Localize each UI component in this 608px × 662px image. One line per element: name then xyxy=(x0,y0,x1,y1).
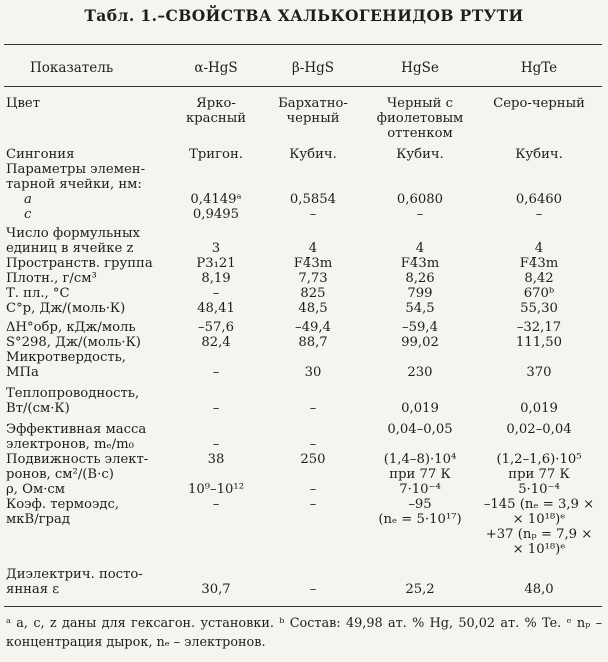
table-row xyxy=(6,192,602,207)
row-label: C°p, Дж/(моль·К) xyxy=(6,301,126,316)
row-value: 48,0 xyxy=(524,582,554,597)
row-label: S°298, Дж/(моль·К) xyxy=(6,335,141,350)
row-value: 10⁹–10¹² xyxy=(187,482,244,497)
table-title: Табл. 1.–СВОЙСТВА ХАЛЬКОГЕНИДОВ РТУТИ xyxy=(84,6,524,25)
table-row xyxy=(6,567,602,597)
row-label: Диэлектрич. посто- янная ε xyxy=(6,567,143,597)
row-value: 55,30 xyxy=(520,301,558,316)
table-row xyxy=(6,452,602,482)
row-label: Параметры элемен- тарной ячейки, нм: xyxy=(6,162,146,192)
row-value: – xyxy=(309,207,317,222)
row-label: Т. пл., °С xyxy=(6,286,70,301)
header-top-rule xyxy=(4,44,602,45)
row-value: Черный с фиолетовым оттенком xyxy=(376,96,464,141)
row-value: Кубич. xyxy=(289,147,337,162)
row-value: 48,41 xyxy=(197,301,235,316)
row-label: Коэф. термоэдс, мкВ/град xyxy=(6,497,120,527)
row-value xyxy=(170,162,262,192)
row-value: 25,2 xyxy=(405,582,435,597)
row-value: –145 (nₑ = 3,9 × × 10¹⁸)ᵉ +37 (nₚ = 7,9 × × 10¹⁸)ᵉ xyxy=(483,497,595,557)
row-value: 7,73 xyxy=(298,271,328,286)
row-label: Плотн., г/см³ xyxy=(6,271,97,286)
row-value: 3 xyxy=(211,241,221,256)
table-row xyxy=(6,286,602,301)
row-value: – xyxy=(309,437,317,452)
row-value: Кубич. xyxy=(515,147,563,162)
table-bottom-rule xyxy=(4,606,602,607)
row-value: –49,4 xyxy=(295,320,331,335)
row-value: F4̄3m xyxy=(293,256,333,271)
table-row xyxy=(6,497,602,567)
row-value: (1,2–1,6)·10⁵ при 77 К xyxy=(496,452,582,482)
row-label: Подвижность элект- ронов, см²/(В·с) xyxy=(6,452,149,482)
row-value: 0,02–0,04 xyxy=(506,422,572,437)
table-row xyxy=(6,422,602,452)
row-value: Кубич. xyxy=(396,147,444,162)
table-row xyxy=(6,482,602,497)
footnote: ᵃ a, c, z даны для гексагон. установки. ᵇ Состав: 49,98 ат. % Hg, 50,02 ат. % Te. ᵉ nₚ – концентрация дырок, nₑ – электронов. xyxy=(6,616,602,650)
table-row xyxy=(6,350,602,386)
row-value: –59,4 xyxy=(402,320,438,335)
row-label: ρ, Ом·см xyxy=(6,482,66,497)
row-value: – xyxy=(309,497,317,512)
row-value: 0,9495 xyxy=(192,207,240,222)
row-value xyxy=(262,162,364,192)
row-value: 99,02 xyxy=(401,335,439,350)
row-value xyxy=(364,162,476,192)
row-value: P3₁21 xyxy=(196,256,236,271)
header-bottom-rule xyxy=(4,86,602,87)
row-value: 30,7 xyxy=(201,582,231,597)
table-row xyxy=(6,320,602,335)
properties-table xyxy=(6,96,602,597)
row-value: 111,50 xyxy=(515,335,563,350)
row-value: 82,4 xyxy=(201,335,231,350)
row-value: –95 (nₑ = 5·10¹⁷) xyxy=(378,497,462,527)
row-value: F4̄3m xyxy=(400,256,440,271)
row-value: 0,4149ᵃ xyxy=(190,192,242,207)
row-value: 4 xyxy=(415,241,425,256)
row-value: 0,019 xyxy=(520,401,558,416)
row-value: 370 xyxy=(526,365,552,380)
row-value: 250 xyxy=(300,452,326,467)
table-row xyxy=(6,301,602,320)
row-label: Эффективная масса электронов, mₑ/m₀ xyxy=(6,422,147,452)
row-value: 0,5854 xyxy=(289,192,337,207)
row-value: 825 xyxy=(300,286,326,301)
row-value: – xyxy=(309,401,317,416)
header-cell: HgTe xyxy=(520,60,558,76)
row-value: – xyxy=(535,207,543,222)
row-label: Теплопроводность, Вт/(см·К) xyxy=(6,386,140,416)
row-value: 8,42 xyxy=(524,271,554,286)
table-row xyxy=(6,386,602,422)
row-label: Пространств. группа xyxy=(6,256,153,271)
table-row xyxy=(6,207,602,226)
row-value: 38 xyxy=(207,452,225,467)
row-value: Серо-черный xyxy=(493,96,585,111)
header-cell: Показатель xyxy=(30,60,114,76)
row-value: 4 xyxy=(308,241,318,256)
table-row xyxy=(6,256,602,271)
row-value: 88,7 xyxy=(298,335,328,350)
row-value: 8,19 xyxy=(201,271,231,286)
table-row xyxy=(6,96,602,147)
row-value: Бархатно- черный xyxy=(278,96,348,126)
row-label: Микротвердость, МПа xyxy=(6,350,126,380)
row-value: 0,019 xyxy=(401,401,439,416)
row-value: – xyxy=(212,401,220,416)
row-label: Число формульных единиц в ячейке z xyxy=(6,226,140,256)
header-cell: α-HgS xyxy=(194,60,238,76)
row-value: 48,5 xyxy=(298,301,328,316)
table-row xyxy=(6,271,602,286)
row-label: ΔH°обр, кДж/моль xyxy=(6,320,136,335)
row-value: F4̄3m xyxy=(519,256,559,271)
row-value: 0,04–0,05 xyxy=(387,422,453,437)
row-value: –32,17 xyxy=(516,320,562,335)
header-cell: HgSe xyxy=(401,60,439,76)
row-value: – xyxy=(212,437,220,452)
row-value xyxy=(476,162,602,192)
row-value: 0,6080 xyxy=(396,192,444,207)
row-value: – xyxy=(212,365,220,380)
row-label: a xyxy=(24,192,32,207)
row-value: –57,6 xyxy=(198,320,234,335)
row-value: 0,6460 xyxy=(515,192,563,207)
row-value: 5·10⁻⁴ xyxy=(518,482,560,497)
row-value: Тригон. xyxy=(189,147,243,162)
row-value: – xyxy=(416,207,424,222)
table-row xyxy=(6,335,602,350)
row-value: – xyxy=(309,582,317,597)
row-value: 230 xyxy=(407,365,433,380)
row-value: 799 xyxy=(407,286,433,301)
row-label: Сингония xyxy=(6,147,75,162)
row-label: c xyxy=(24,207,32,222)
row-value: 4 xyxy=(534,241,544,256)
table-row xyxy=(6,162,602,192)
header-cell: β-HgS xyxy=(291,60,335,76)
row-value: Ярко- красный xyxy=(185,96,246,126)
row-value: 54,5 xyxy=(405,301,435,316)
row-value: (1,4–8)·10⁴ при 77 К xyxy=(383,452,457,482)
table-row xyxy=(6,226,602,256)
table-row xyxy=(6,147,602,162)
row-label: Цвет xyxy=(6,96,41,111)
row-value: 670ᵇ xyxy=(523,286,555,301)
row-value: – xyxy=(309,482,317,497)
row-value: 8,26 xyxy=(405,271,435,286)
row-value: – xyxy=(212,286,220,301)
row-value: – xyxy=(212,497,220,512)
row-value: 7·10⁻⁴ xyxy=(399,482,441,497)
row-value: 30 xyxy=(304,365,322,380)
